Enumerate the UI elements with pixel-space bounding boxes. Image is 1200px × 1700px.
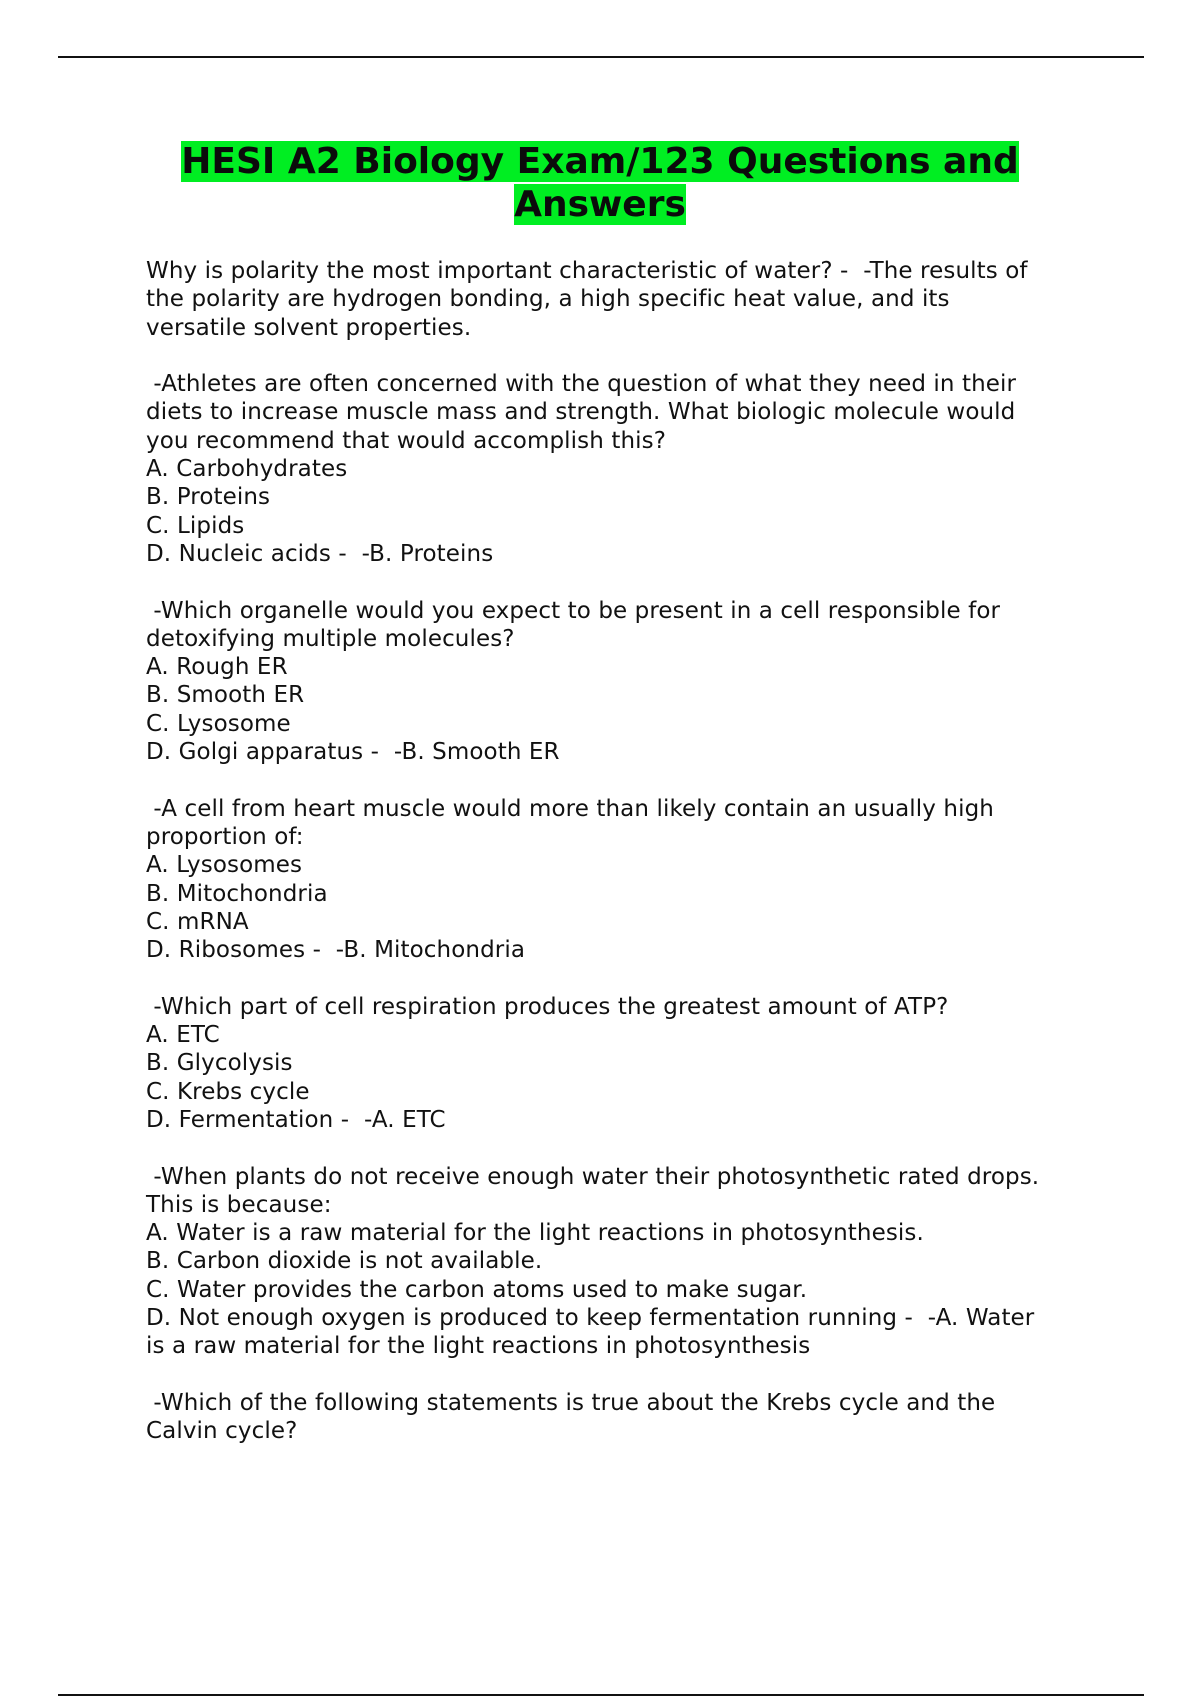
- title-line-2: Answers: [514, 184, 686, 225]
- text-line: Why is polarity the most important characteristic of water? - -The results of: [146, 258, 1028, 284]
- question-block: [146, 1163, 1086, 1361]
- text-line: diets to increase muscle mass and strength. What biologic molecule would: [146, 399, 1016, 426]
- text-line: A. Carbohydrates: [146, 456, 348, 483]
- text-line: the polarity are hydrogen bonding, a high specific heat value, and its: [146, 286, 950, 313]
- text-line: B. Smooth ER: [146, 682, 305, 709]
- text-line: C. Lipids: [146, 512, 245, 539]
- text-line: A. Water is a raw material for the light reactions in photosynthesis.: [146, 1220, 924, 1247]
- text-line: A. Rough ER: [146, 654, 288, 681]
- title-line-1: HESI A2 Biology Exam/123 Questions and: [181, 141, 1019, 182]
- text-line: -Which organelle would you expect to be present in a cell responsible for: [146, 597, 1001, 624]
- document-title: [181, 141, 1018, 225]
- text-line: B. Glycolysis: [146, 1050, 293, 1077]
- text-line: -Athletes are often concerned with the question of what they need in their: [146, 371, 1017, 398]
- text-line: detoxifying multiple molecules?: [146, 625, 515, 652]
- text-line: C. Water provides the carbon atoms used to make sugar.: [146, 1276, 808, 1303]
- question-block: [146, 1389, 1086, 1446]
- question-list: [146, 257, 1086, 1474]
- question-block: [146, 993, 1086, 1134]
- text-line: -When plants do not receive enough water their photosynthetic rated drops.: [146, 1163, 1040, 1190]
- text-line: -Which of the following statements is true about the Krebs cycle and the: [146, 1389, 996, 1416]
- text-line: C. Lysosome: [146, 710, 291, 737]
- text-line: proportion of:: [146, 823, 304, 850]
- top-rule: [58, 56, 1144, 58]
- text-line: D. Golgi apparatus - -B. Smooth ER: [146, 739, 560, 766]
- text-line: D. Fermentation - -A. ETC: [146, 1106, 446, 1133]
- title-block: [0, 140, 1200, 226]
- question-block: [146, 795, 1086, 965]
- text-line: -A cell from heart muscle would more than likely contain an usually high: [146, 795, 994, 822]
- text-line: D. Ribosomes - -B. Mitochondria: [146, 937, 526, 964]
- question-block: [146, 597, 1086, 767]
- text-line: C. Krebs cycle: [146, 1078, 310, 1105]
- question-block: [146, 370, 1086, 568]
- text-line: B. Proteins: [146, 484, 271, 511]
- text-line: This is because:: [146, 1191, 332, 1218]
- text-line: is a raw material for the light reactions in photosynthesis: [146, 1333, 811, 1360]
- text-line: -Which part of cell respiration produces the greatest amount of ATP?: [146, 993, 949, 1020]
- text-line: C. mRNA: [146, 908, 249, 935]
- text-line: D. Nucleic acids - -B. Proteins: [146, 540, 494, 567]
- text-line: A. ETC: [146, 1022, 220, 1049]
- text-line: A. Lysosomes: [146, 852, 303, 879]
- text-line: you recommend that would accomplish this?: [146, 427, 667, 454]
- text-line: B. Mitochondria: [146, 880, 328, 907]
- text-line: D. Not enough oxygen is produced to keep fermentation running - -A. Water: [146, 1304, 1035, 1331]
- text-line: Calvin cycle?: [146, 1418, 298, 1445]
- bottom-rule: [58, 1694, 1144, 1696]
- text-line: B. Carbon dioxide is not available.: [146, 1248, 543, 1275]
- intro-question-block: [146, 257, 1086, 342]
- text-line: versatile solvent properties.: [146, 314, 472, 341]
